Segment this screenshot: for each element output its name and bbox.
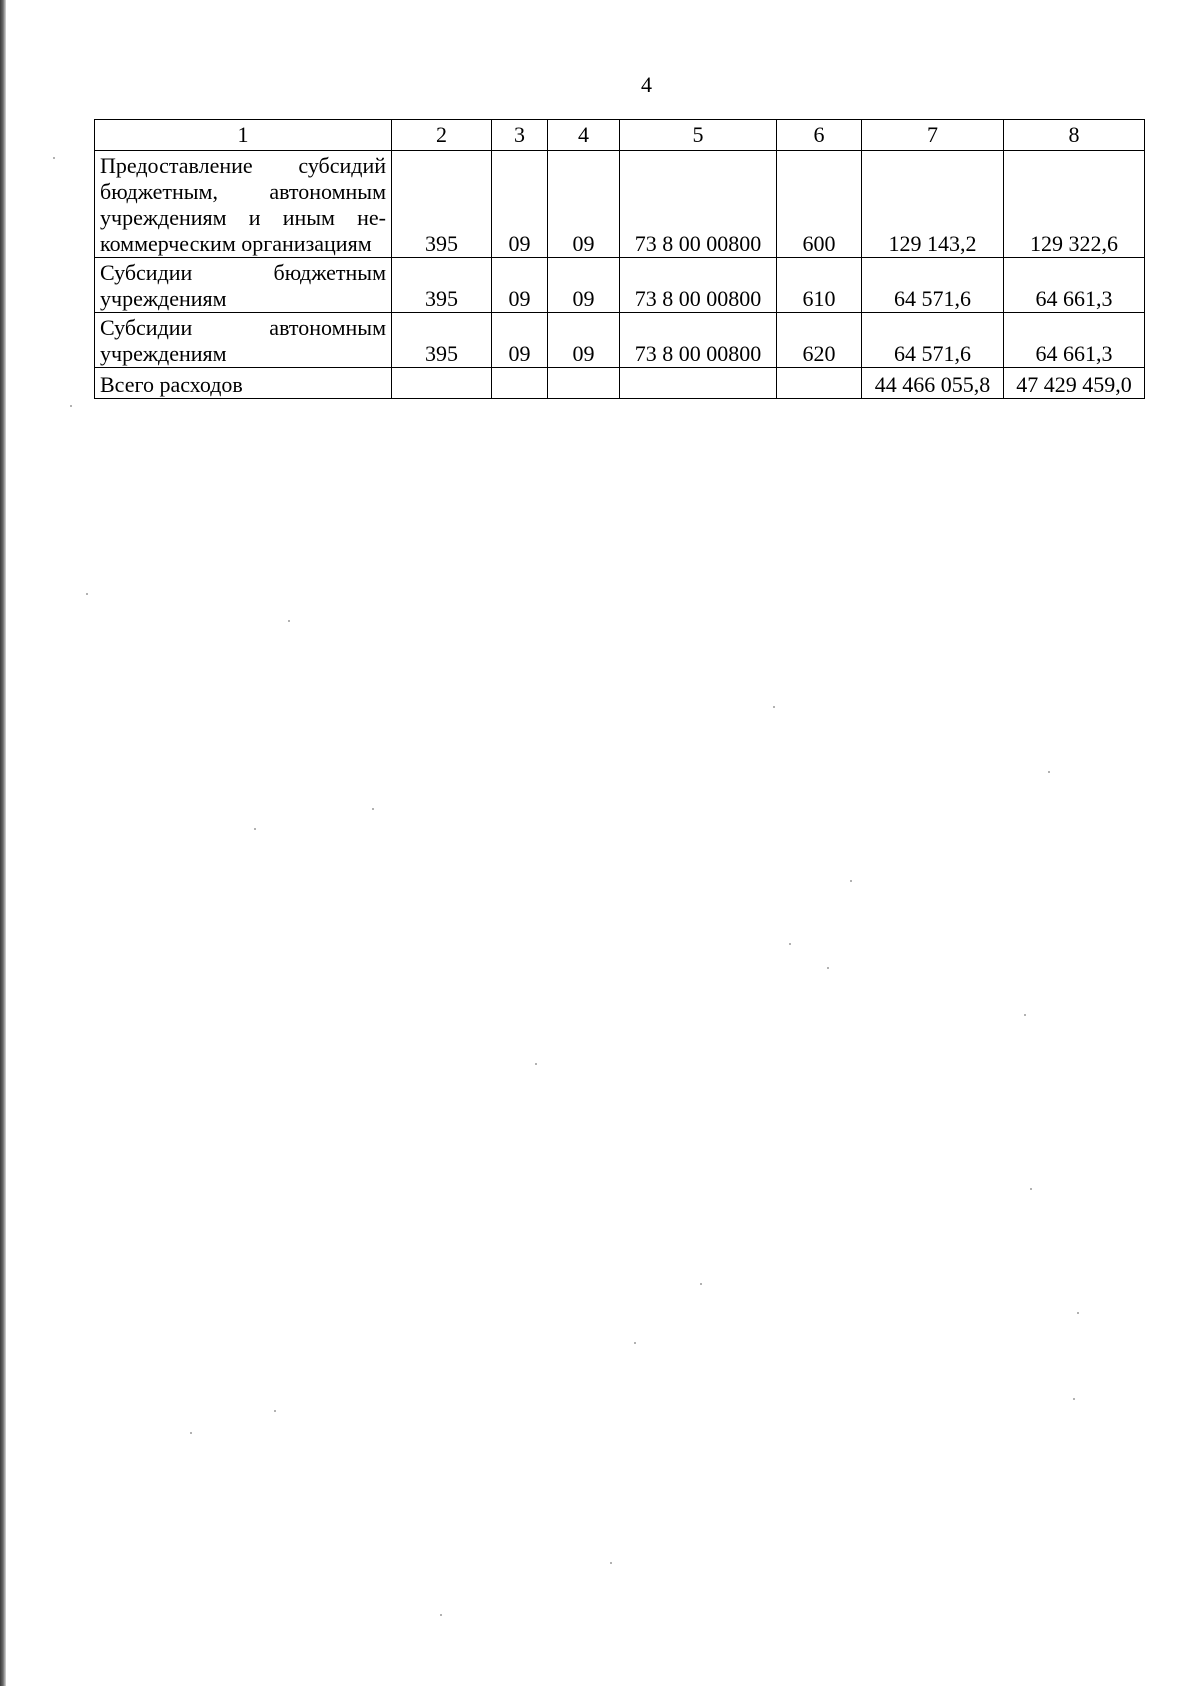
scan-speck [372, 808, 374, 810]
table-row [95, 258, 1145, 313]
column-header: 3 [492, 120, 548, 151]
scan-speck [700, 1283, 702, 1285]
section-code: 09 [492, 151, 548, 258]
admin-code: 395 [392, 313, 492, 368]
target-article-code: 73 8 00 00800 [620, 151, 777, 258]
empty-cell [620, 368, 777, 399]
scan-speck [274, 1410, 276, 1412]
scan-edge [0, 0, 6, 1686]
scan-speck [850, 880, 852, 882]
expense-type-code: 600 [777, 151, 862, 258]
scan-speck [53, 157, 55, 159]
section-code: 09 [492, 258, 548, 313]
column-header: 1 [95, 120, 392, 151]
scan-speck [190, 1432, 192, 1434]
subsection-code: 09 [548, 151, 620, 258]
amount-col7: 129 143,2 [862, 151, 1004, 258]
total-row [95, 368, 1145, 399]
scan-speck [634, 1342, 636, 1344]
subsection-code: 09 [548, 258, 620, 313]
scan-speck [86, 593, 88, 595]
section-code: 09 [492, 313, 548, 368]
column-header: 4 [548, 120, 620, 151]
row-name: Субсидии бюджетным учреждениям [95, 258, 392, 313]
amount-col8: 129 322,6 [1004, 151, 1145, 258]
empty-cell [548, 368, 620, 399]
column-header: 7 [862, 120, 1004, 151]
amount-col8: 64 661,3 [1004, 313, 1145, 368]
subsection-code: 09 [548, 313, 620, 368]
budget-table [94, 119, 1145, 399]
row-name: Предоставление субсидий бюджетным, автономным учреждениям и иным некоммерческим организациям [95, 151, 392, 258]
column-header: 6 [777, 120, 862, 151]
scan-speck [1030, 1188, 1032, 1190]
scan-speck [789, 943, 791, 945]
target-article-code: 73 8 00 00800 [620, 313, 777, 368]
table-row [95, 151, 1145, 258]
table-header-row [95, 120, 1145, 151]
scan-speck [288, 620, 290, 622]
total-amount-col8: 47 429 459,0 [1004, 368, 1145, 399]
empty-cell [392, 368, 492, 399]
admin-code: 395 [392, 151, 492, 258]
admin-code: 395 [392, 258, 492, 313]
empty-cell [492, 368, 548, 399]
scan-speck [1024, 1014, 1026, 1016]
scan-speck [535, 1063, 537, 1065]
expense-type-code: 620 [777, 313, 862, 368]
amount-col7: 64 571,6 [862, 313, 1004, 368]
amount-col7: 64 571,6 [862, 258, 1004, 313]
total-amount-col7: 44 466 055,8 [862, 368, 1004, 399]
target-article-code: 73 8 00 00800 [620, 258, 777, 313]
total-label: Всего расходов [95, 368, 392, 399]
column-header: 8 [1004, 120, 1145, 151]
scan-speck [1073, 1398, 1075, 1400]
row-name: Субсидии автономным учреждениям [95, 313, 392, 368]
scan-speck [440, 1614, 442, 1616]
scan-speck [827, 967, 829, 969]
scan-speck [254, 828, 256, 830]
amount-col8: 64 661,3 [1004, 258, 1145, 313]
column-header: 5 [620, 120, 777, 151]
page-number: 4 [641, 72, 652, 97]
scan-speck [70, 405, 72, 407]
expense-type-code: 610 [777, 258, 862, 313]
scan-speck [1048, 771, 1050, 773]
scan-speck [773, 706, 775, 708]
column-header: 2 [392, 120, 492, 151]
scan-speck [1077, 1312, 1079, 1314]
table-row [95, 313, 1145, 368]
scan-speck [610, 1562, 612, 1564]
empty-cell [777, 368, 862, 399]
